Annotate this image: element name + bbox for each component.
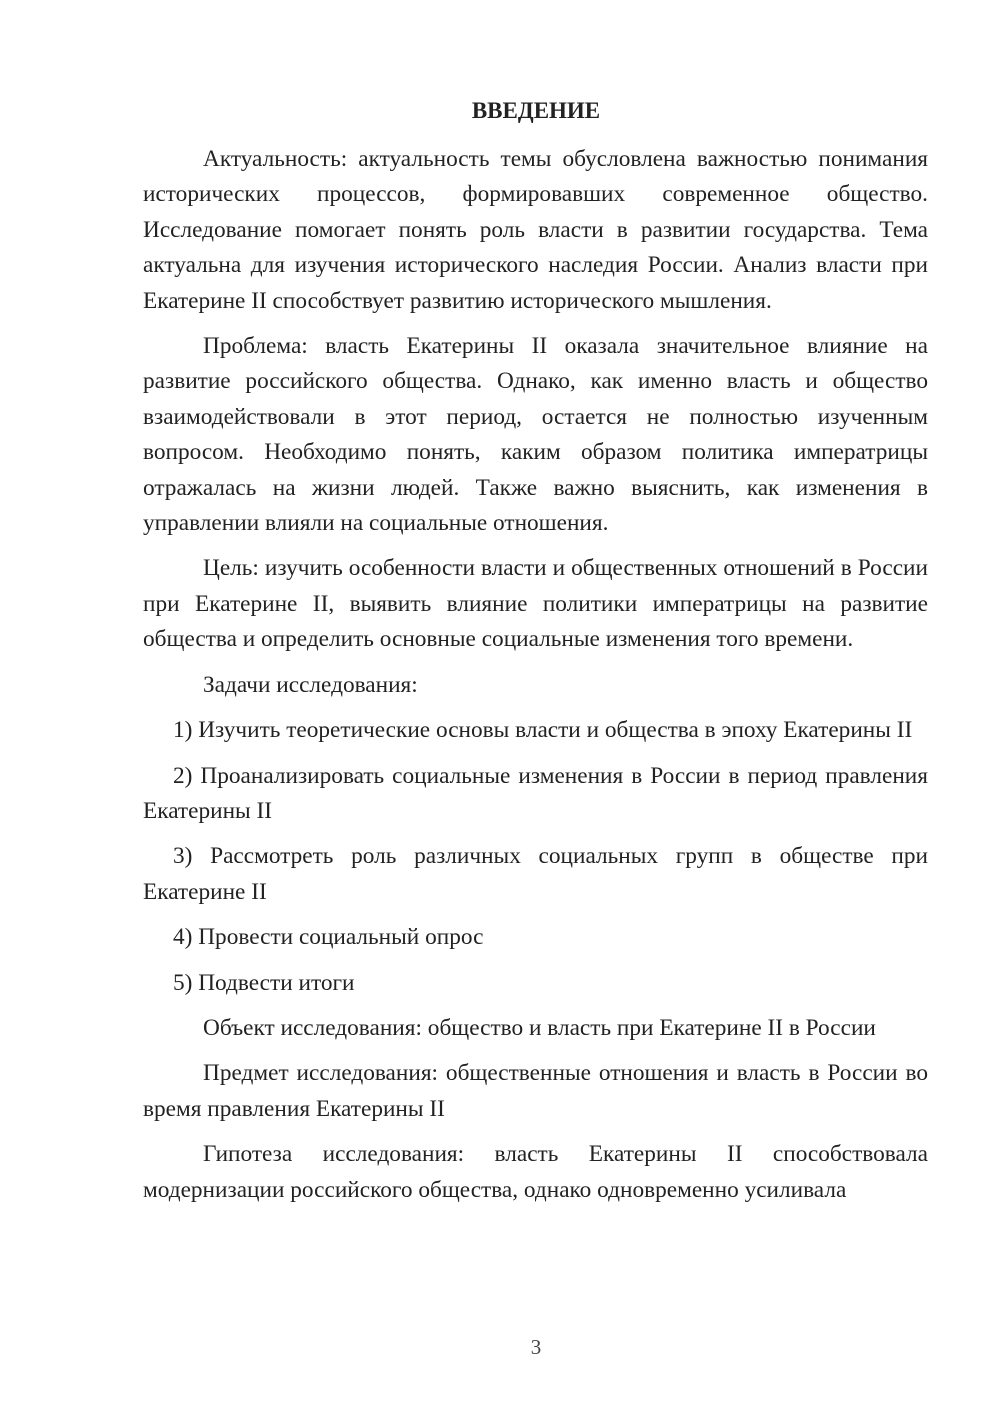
page-number: 3 [530, 1335, 542, 1359]
page-title: ВВЕДЕНИЕ [471, 98, 601, 123]
task-item: 3) Рассмотреть роль различных социальных групп в обществе при Екатерине II [143, 843, 928, 905]
tasks-heading: Задачи исследования: [203, 671, 418, 698]
task-item: 2) Проанализировать социальные изменения в России в период правления Екатерины II [143, 762, 928, 824]
task-item: 1) Изучить теоретические основы власти и общества в эпоху Екатерины II [173, 717, 913, 744]
hypothesis-paragraph: Гипотеза исследования: власть Екатерины II способствовала модернизации российского общества, однако одновременно усиливала [143, 1141, 928, 1203]
document-body [143, 142, 928, 1218]
relevance-paragraph: Актуальность: актуальность темы обусловлена важностью понимания исторических процессов, формировавших современное общество. Исследование помогает понять роль власти в развитии государства. Тема актуальна для изучения исторического наследия России. Анализ власти при Екатерине II способствует развитию исторического мышления. [143, 146, 928, 314]
task-item: 4) Провести социальный опрос [173, 924, 484, 951]
subject-paragraph: Предмет исследования: общественные отношения и власть в России во время правления Екатерины II [143, 1060, 928, 1122]
task-item: 5) Подвести итоги [173, 969, 355, 996]
problem-paragraph: Проблема: власть Екатерины II оказала значительное влияние на развитие российского общества. Однако, как именно власть и общество взаимодействовали в этот период, остается не полностью изученным вопросом. Необходимо понять, каким образом политика императрицы отражалась на жизни людей. Также важно выяснить, как изменения в управлении влияли на социальные отношения. [143, 333, 928, 537]
goal-paragraph: Цель: изучить особенности власти и общественных отношений в России при Екатерине II, выявить влияние политики императрицы на развитие общества и определить основные социальные изменения того времени. [143, 555, 928, 653]
object-paragraph: Объект исследования: общество и власть при Екатерине II в России [203, 1014, 876, 1041]
